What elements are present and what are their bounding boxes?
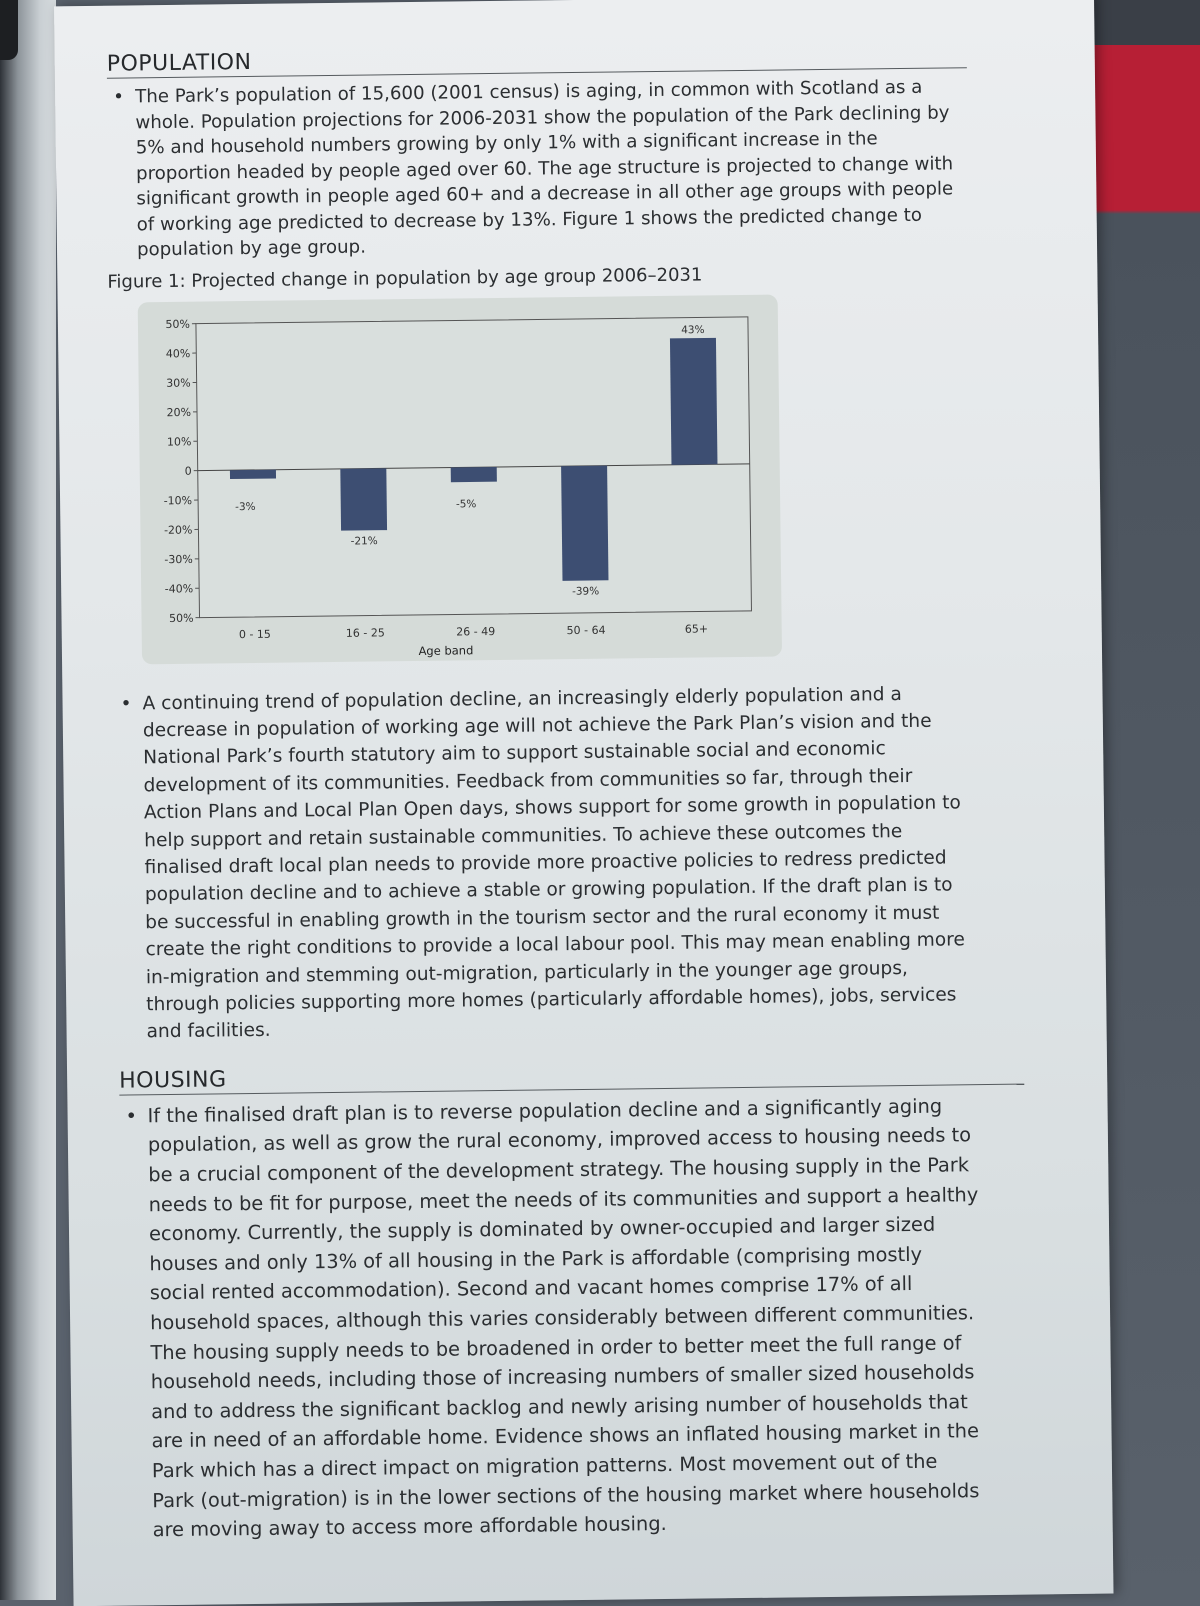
y-tick-label: 40% [166,347,191,360]
bullet-dot: • [113,85,124,111]
population-chart [138,294,782,664]
data-label-4: 43% [681,324,705,336]
y-tick-label: 50% [169,611,194,624]
y-tick-label: -40% [165,582,194,595]
x-axis-label: Age band [418,643,473,658]
binder-tab [0,0,18,60]
bar-4 [670,337,718,464]
y-tick-label: -30% [164,552,193,565]
data-label-1: -21% [351,535,378,547]
previous-page-edge [0,0,56,1600]
data-label-2: -5% [456,498,477,510]
x-tick-label: 16 - 25 [346,626,385,639]
y-tick-label: -20% [164,523,193,536]
housing-heading: HOUSING [119,1057,1024,1095]
y-tick-label: 10% [167,435,192,448]
page-content [107,41,985,1545]
x-tick-label: 50 - 64 [567,623,606,636]
population-paragraph-2-text: A continuing trend of population decline, an increasingly elderly population and a decrease in population of working age will not achieve the Park Plan’s vision and the National Park’s fourth statutory aim to support sustainable social and economic development of its communities. Feedback from communities so far, through their Action Plans and Local Plan Open days, shows support for some growth in population to help support and retain sustainable communities. To achieve these outcomes the finalised draft local plan needs to provide more proactive policies to redress predicted population decline and to achieve a stable or growing population. If the draft plan is to be successful in enabling growth in the tourism sector and the rural economy it must create the right conditions to provide a local labour pool. This may mean enabling more in-migration and stemming out-migration, particularly in the younger age groups, through policies supporting more homes (particularly affordable homes), jobs, services and facilities. [142,684,965,1043]
y-tick-label: -10% [164,494,193,507]
y-tick-label: 30% [166,376,191,389]
y-tick-label: 20% [166,405,191,418]
x-tick-label: 26 - 49 [456,625,495,638]
data-label-0: -3% [235,500,256,512]
x-tick-label: 65+ [685,622,708,635]
data-label-3: -39% [572,585,599,597]
bar-1 [340,468,387,530]
population-paragraph-1 [107,74,969,263]
document-page [54,0,1113,1606]
y-tick-label: 50% [165,317,190,330]
population-chart-svg [138,294,782,664]
bar-3 [561,465,608,580]
population-heading: POPULATION [107,41,967,79]
bullet-dot: • [120,690,131,718]
bullet-dot: • [125,1101,137,1131]
population-paragraph-1-text: The Park’s population of 15,600 (2001 census) is aging, in common with Scotland as a whole. Population projections for 2006-2031 show the population of the Park declining by 5% and household numbers growing by only 1% with a significant increase in the proportion headed by people aged over 60. The age structure is projected to change with significant growth in people aged 60+ and a decrease in all other age groups with people of working age predicted to decrease by 13%. Figure 1 shows the predicted change to population by age group. [135,77,953,261]
population-paragraph-2 [114,680,978,1047]
bar-2 [451,466,497,481]
figure-caption: Figure 1: Projected change in population by age group 2006–2031 [107,261,969,293]
housing-paragraph-1 [119,1091,984,1545]
y-tick-label: 0 [185,464,192,477]
x-tick-label: 0 - 15 [239,627,271,640]
bar-0 [230,469,276,478]
housing-paragraph-1-text: If the finalised draft plan is to reverse population decline and a significantly aging population, as well as grow the rural economy, improved access to housing needs to be a crucial component of the development strategy. The housing supply in the Park needs to be fit for purpose, meet the needs of its communities and support a healthy economy. Currently, the supply is dominated by owner-occupied and larger sized houses and only 13% of all housing in the Park is affordable (comprising mostly social rented accommodation). Second and vacant homes comprise 17% of all household spaces, although this varies considerably between different communities. The housing supply needs to be broadened in order to better meet the full range of household needs, including those of increasing numbers of smaller sized households and to address the significant backlog and newly arising number of households that are in need of an affordable home. Evidence shows an inflated housing market in the Park which has a direct impact on migration patterns. Most movement out of the Park (out-migration) is in the lower sections of the housing market where households are moving away to access more affordable housing. [147,1094,979,1541]
